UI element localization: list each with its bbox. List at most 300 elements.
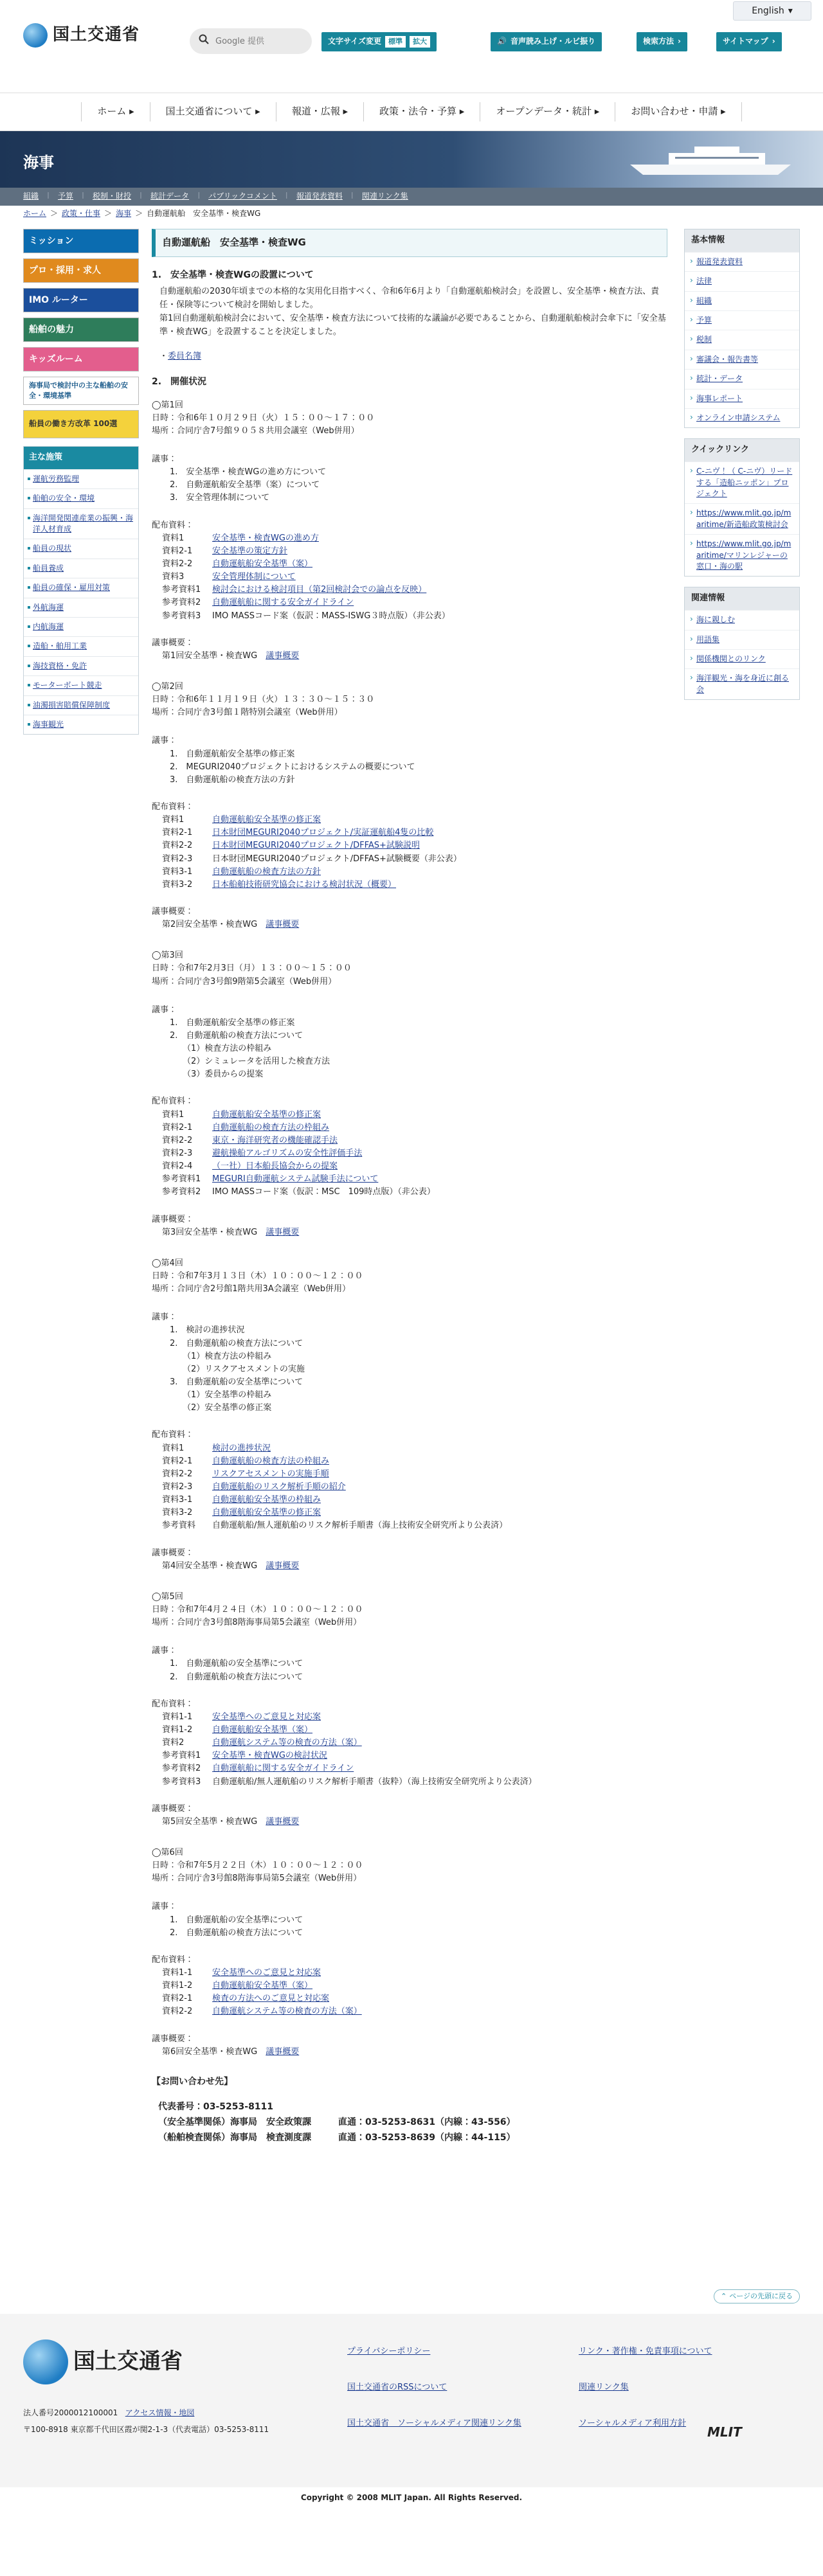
material-id: 資料2-3 [162, 1482, 193, 1492]
material-link[interactable]: 自動運航船安全基準の修正案 [212, 1508, 321, 1518]
separator-icon: ＞ [104, 209, 113, 219]
material-id: 資料2-1 [162, 546, 193, 556]
main-content [152, 229, 667, 2145]
contact-details [158, 2100, 667, 2145]
material-id: 資料1 [162, 815, 185, 825]
contact-title: 【お問い合わせ先】 [152, 2076, 233, 2087]
page-title: 自動運航船 安全基準・検査WG [152, 229, 667, 257]
agenda-item: 1. 安全基準・検査WGの進め方について [170, 467, 327, 478]
meeting-list [152, 399, 667, 2059]
material-id: 資料3 [162, 572, 185, 582]
footer-link-copyright[interactable]: リンク・著作権・免責事項について [579, 2347, 712, 2356]
banner-mission[interactable]: ミッション [23, 229, 139, 253]
breadcrumb-current: 自動運航船 安全基準・検査WG [147, 209, 261, 219]
footer-link-privacy[interactable]: プライバシーポリシー [347, 2347, 431, 2356]
summary-text: 第2回安全基準・検査WG [162, 920, 266, 930]
banner-safety-standards[interactable]: 海事局で検討中の主な船舶の安全・環境基準 [23, 377, 139, 405]
footer-link-social-policy[interactable]: ソーシャルメディア利用方針 [579, 2419, 687, 2428]
agenda-subitem: （1）検査方法の枠組み [183, 1044, 272, 1054]
material-text: 自動運航船/無人運航船のリスク解析手順書（海上技術安全研究所より公表済） [212, 1521, 508, 1531]
agenda [152, 1901, 667, 1939]
summary-text: 第3回安全基準・検査WG [162, 1227, 266, 1237]
separator-icon: ｜ [45, 192, 52, 200]
policy-nav [23, 446, 139, 735]
material-link[interactable]: 検討会における検討項目（第2回検討会での論点を反映） [212, 585, 427, 595]
meeting-date: 日時：令和6年１０月２９日（火）１５：００～１７：００ [152, 413, 375, 423]
footer-link-related[interactable]: 関連リンク集 [579, 2383, 629, 2392]
subnav-item-public-comment[interactable]: パブリックコメント [208, 192, 277, 201]
left-nav-item[interactable]: 海洋開発関連産業の振興・海洋人材育成 [24, 508, 138, 539]
right-nav-item[interactable]: › オンライン申請システム [685, 408, 799, 427]
materials-label: 配布資料： [152, 520, 194, 530]
agenda-list [170, 1017, 667, 1042]
material-link[interactable]: 自動運航船安全基準の修正案 [212, 1109, 321, 1120]
material-id: 参考資料3 [162, 1776, 201, 1787]
right-nav-item[interactable]: › 報道発表資料 [685, 252, 799, 271]
material-link[interactable]: 自動運航船の検査方法の方針 [212, 866, 321, 877]
material-id: 資料1-1 [162, 1967, 193, 1978]
search-input[interactable] [215, 37, 293, 46]
footer-logo[interactable] [23, 2339, 183, 2384]
material-row [162, 1724, 667, 1737]
footer-link-social[interactable]: 国土交通省 ソーシャルメディア関連リンク集 [347, 2419, 521, 2428]
speaker-icon: 🔊 [497, 37, 507, 46]
separator-icon: ｜ [283, 192, 290, 200]
right-nav-item[interactable]: › 法律 [685, 271, 799, 291]
agenda-label: 議事： [152, 1005, 177, 1015]
agenda-list [170, 1914, 667, 1940]
material-link[interactable]: 安全基準・検査WGの検討状況 [212, 1751, 327, 1761]
material-row [162, 1507, 667, 1519]
material-row [162, 1519, 667, 1532]
chevron-down-icon: ▾ [788, 5, 793, 16]
left-nav-item[interactable]: 油濁損害賠償保障制度 [24, 695, 138, 715]
summary-link[interactable]: 議事概要 [266, 920, 300, 930]
member-list-link[interactable]: 委員名簿 [168, 352, 202, 362]
subnav-item-organization[interactable]: 組織 [23, 192, 39, 201]
agenda-label: 議事： [152, 1646, 177, 1656]
corp-number: 法人番号2000012100001 [23, 2408, 118, 2417]
material-link[interactable]: 自動運航船に関する安全ガイドライン [212, 598, 354, 608]
material-row [162, 879, 667, 891]
left-nav-item[interactable]: 海事観光 [24, 715, 138, 734]
quick-link-item[interactable]: › https://www.mlit.go.jp/maritime/新造船政策検討会 [685, 503, 799, 534]
page-top-button[interactable] [714, 2289, 800, 2303]
contact-rep: 代表番号：03-5253-8111 [158, 2102, 274, 2113]
speech-label: 音声読み上げ・ルビ振り [510, 37, 595, 46]
agenda-item: 1. 検討の進捗状況 [170, 1325, 245, 1336]
material-id: 資料3-1 [162, 1495, 193, 1505]
agenda-subitem: （1）検査方法の枠組み [183, 1351, 272, 1361]
materials [152, 1095, 667, 1199]
meeting-title: ◯第2回 [152, 681, 183, 692]
material-id: 参考資料1 [162, 1751, 201, 1761]
agenda-item: 3. 安全管理体制について [170, 493, 270, 503]
agenda-item: 3. 自動運航船の検査方法の方針 [170, 774, 295, 785]
material-id: 資料2-3 [162, 1149, 193, 1159]
agenda-item: 2. 自動運航船の検査方法について [170, 1928, 303, 1938]
meeting-date: 日時：令和6年１１月１９日（火）１３：３０～１５：３０ [152, 695, 375, 705]
material-link[interactable]: 東京・海洋研究者の機能確認手法 [212, 1135, 338, 1145]
material-id: 資料2-1 [162, 1994, 193, 2004]
material-link[interactable]: 自動運航船安全基準の枠組み [212, 1495, 321, 1505]
language-selector[interactable] [733, 1, 811, 21]
material-link[interactable]: 自動運航船安全基準（案） [212, 1724, 313, 1735]
material-link[interactable]: 自動運航船安全基準の修正案 [212, 815, 321, 825]
summary-label: 議事概要： [152, 1548, 194, 1558]
agenda-item: 2. 自動運航船の検査方法について [170, 1338, 303, 1348]
gnav-item-label: 国土交通省について [165, 105, 253, 118]
materials-label: 配布資料： [152, 801, 194, 812]
arrow-up-icon: ⌃ [721, 2292, 727, 2301]
basic-info-title: 基本情報 [685, 229, 799, 252]
material-id: 資料1-2 [162, 1724, 193, 1735]
material-link[interactable]: 安全基準・検査WGの進め方 [212, 533, 319, 543]
material-row [162, 1776, 667, 1789]
material-row [162, 866, 667, 879]
separator-icon: ｜ [195, 192, 203, 200]
material-link[interactable]: 検討の進捗状況 [212, 1443, 271, 1453]
material-row [162, 1455, 667, 1468]
material-id: 参考資料 [162, 1521, 196, 1531]
summary-link[interactable]: 議事概要 [266, 1227, 300, 1237]
material-id: 参考資料2 [162, 598, 201, 608]
meeting-date: 日時：令和7年2月3日（月）１３：００～１５：００ [152, 963, 352, 974]
top-bar [0, 0, 823, 23]
agenda-label: 議事： [152, 1902, 177, 1912]
materials-label: 配布資料： [152, 1954, 194, 1965]
banner-title: 海事 [23, 154, 54, 172]
meeting-date: 日時：令和7年5月２２日（木）１０：００～１２：００ [152, 1861, 363, 1871]
right-nav-item[interactable]: › 組織 [685, 291, 799, 310]
material-link[interactable]: 自動運航船に関する安全ガイドライン [212, 1764, 354, 1774]
summary [152, 1547, 667, 1573]
material-link[interactable]: （一社）日本船長協会からの提案 [212, 1161, 338, 1172]
material-row [162, 545, 667, 558]
material-id: 資料2-3 [162, 854, 193, 864]
material-row [162, 814, 667, 827]
footer-link-rss[interactable]: 国土交通省のRSSについて [347, 2383, 448, 2392]
material-id: 資料2-2 [162, 841, 193, 851]
left-nav-item[interactable]: モーターボート競走 [24, 675, 138, 695]
material-row [162, 1160, 667, 1173]
summary [152, 2033, 667, 2059]
agenda [152, 1311, 667, 1415]
meeting-block [152, 681, 667, 931]
material-id: 資料1 [162, 533, 185, 543]
related-info-box [684, 587, 800, 700]
left-nav-item[interactable]: 船員の現状 [24, 539, 138, 558]
agenda [152, 1645, 667, 1683]
summary-row [162, 2046, 667, 2059]
page-top-label: ページの先頭に戻る [729, 2292, 793, 2301]
summary-text: 第1回安全基準・検査WG [162, 650, 266, 661]
gnav-item-press[interactable]: 報道・広報 ▸ [276, 102, 363, 121]
quick-link-item[interactable]: › https://www.mlit.go.jp/maritime/マリンレジャーの窓口・海の駅 [685, 534, 799, 576]
material-row [162, 1980, 667, 1992]
contact-line: （船舶検査関係）海事局 検査測度課 直通：03-5253-8639（内線：44-115） [158, 2132, 516, 2143]
summary-link[interactable]: 議事概要 [266, 650, 300, 661]
agenda-item: 1. 自動運航船安全基準の修正案 [170, 1017, 295, 1028]
gnav-item-contact[interactable]: お問い合わせ・申請 ▸ [615, 102, 741, 121]
meeting-title: ◯第1回 [152, 400, 183, 410]
left-nav-item[interactable]: 船員の確保・雇用対策 [24, 578, 138, 597]
agenda-subitem: （2）安全基準の修正案 [183, 1403, 272, 1413]
site-logo[interactable] [23, 23, 140, 48]
subnav-item-budget[interactable]: 予算 [58, 192, 74, 201]
material-id: 資料2-2 [162, 1469, 193, 1479]
subnav-item-stats[interactable]: 統計データ [150, 192, 190, 201]
meeting-date: 日時：令和7年4月２４日（木）１０：００～１２：００ [152, 1604, 363, 1614]
footer-site-name: 国土交通省 [73, 2348, 183, 2375]
subnav-item-tax[interactable]: 税制・財投 [93, 192, 132, 201]
material-row [162, 1481, 667, 1494]
contact-line: （安全基準関係）海事局 安全政策課 直通：03-5253-8631（内線：43-556） [158, 2116, 516, 2127]
copyright: Copyright © 2008 MLIT Japan. All Rights Reserved. [300, 2493, 523, 2502]
banner-crew-reform[interactable]: 船員の働き方改革 100選 [23, 410, 139, 438]
meeting-title: ◯第6回 [152, 1847, 183, 1857]
material-id: 資料1 [162, 1109, 185, 1120]
related-info-title: 関連情報 [685, 587, 799, 610]
related-link-item[interactable]: › 用語集 [685, 630, 799, 649]
agenda-subitem: （1）安全基準の枠組み [183, 1390, 272, 1400]
material-id: 資料2-1 [162, 1122, 193, 1132]
breadcrumb-policy[interactable]: 政策・仕事 [62, 209, 101, 219]
material-row [162, 558, 667, 571]
left-nav-item[interactable]: 海技資格・免許 [24, 656, 138, 675]
material-link[interactable]: 自動運航船安全基準（案） [212, 1981, 313, 1991]
agenda-label: 議事： [152, 736, 177, 746]
section-meetings [152, 375, 667, 388]
material-row [162, 610, 667, 623]
speech-button[interactable] [491, 32, 602, 51]
sub-nav [0, 188, 823, 206]
gnav-item-policy[interactable]: 政策・法令・予算 ▸ [363, 102, 480, 121]
material-link[interactable]: 日本財団MEGURI2040プロジェクト/DFFAS+試験説明 [212, 841, 420, 851]
agenda-item: 1. 自動運航船の安全基準について [170, 1915, 303, 1925]
agenda-item: 2. 自動運航船の検査方法について [170, 1030, 303, 1041]
paragraph: 自動運航船の2030年頃までの本格的な実用化目指すべく、令和6年6月より「自動運航船検討会」を設置し、安全基準・検査方法、責任・保険等について検討を開始しました。 [159, 287, 660, 310]
quick-link-item[interactable]: › C-ニヴ！（ C-ニヴ）リードする「造船ニッポン」プロジェクト [685, 461, 799, 503]
material-text: 日本財団MEGURI2040プロジェクト/DFFAS+試験概要（非公表） [212, 854, 462, 864]
agenda-list [170, 1658, 667, 1683]
material-link[interactable]: 安全基準の策定方針 [212, 546, 288, 556]
logo-mark-icon [23, 2339, 68, 2384]
left-nav-item[interactable]: 外航海運 [24, 598, 138, 617]
right-nav-item[interactable]: › 統計・データ [685, 369, 799, 388]
text-size-label: 文字サイズ変更 [328, 37, 382, 46]
basic-info-box [684, 229, 800, 428]
agenda-list [170, 1376, 667, 1389]
meeting-place: 場所：合同庁舎3号館8階海事局第5会議室（Web併用） [152, 1618, 362, 1628]
right-sidebar [684, 229, 800, 710]
left-nav-item[interactable]: 運航労務監理 [24, 469, 138, 488]
section-heading: 2. 開催状況 [152, 377, 207, 388]
summary-label: 議事概要： [152, 638, 194, 648]
summary-link[interactable]: 議事概要 [266, 2046, 300, 2057]
material-row [162, 827, 667, 839]
material-link[interactable]: 日本財団MEGURI2040プロジェクト/実証運航船4隻の比較 [212, 828, 434, 838]
material-id: 参考資料2 [162, 1764, 201, 1774]
summary-row [162, 918, 667, 931]
gnav-item-opendata[interactable]: オープンデータ・統計 ▸ [480, 102, 615, 121]
agenda-subitem: （3）委員からの提案 [183, 1069, 264, 1080]
agenda [152, 1004, 667, 1082]
agenda-list [170, 1324, 667, 1350]
separator-icon: ｜ [348, 192, 356, 200]
material-id: 参考資料3 [162, 611, 201, 621]
site-footer [0, 2314, 823, 2487]
materials [152, 519, 667, 623]
material-link[interactable]: 自動運航船安全基準（案） [212, 559, 313, 569]
paragraph: 第1回自動運航船検討会において、安全基準・検査方法について技術的な議論が必要であることから、自動運航船検討会傘下に「安全基準・検査WG」を設置することを決定しました。 [159, 313, 666, 337]
summary [152, 1213, 667, 1239]
meeting-title: ◯第4回 [152, 1258, 183, 1268]
meeting-title: ◯第5回 [152, 1591, 183, 1602]
left-nav-item[interactable]: 船舶の安全・環境 [24, 488, 138, 508]
related-link-item[interactable]: › 海に親しむ [685, 610, 799, 629]
breadcrumb-maritime[interactable]: 海事 [116, 209, 132, 219]
banner-kids[interactable]: キッズルーム [23, 347, 139, 371]
search-help-button[interactable] [637, 32, 687, 51]
breadcrumb-home[interactable]: ホーム [23, 209, 47, 219]
site-header [0, 23, 823, 68]
agenda [152, 453, 667, 505]
subnav-item-links[interactable]: 関連リンク集 [361, 192, 408, 201]
summary-row [162, 1226, 667, 1239]
summary-text: 第4回安全基準・検査WG [162, 1561, 266, 1571]
arrow-right-icon: › [678, 37, 681, 46]
material-link[interactable]: 安全基準へのご意見と対応案 [212, 1967, 321, 1978]
material-id: 資料2 [162, 1738, 185, 1748]
banner-recruit[interactable]: プロ・採用・求人 [23, 258, 139, 283]
agenda-item: 2. 自動運航船の検査方法について [170, 1672, 303, 1682]
materials [152, 1429, 667, 1532]
materials-label: 配布資料： [152, 1430, 194, 1440]
material-link[interactable]: 自動運航船の検査方法の枠組み [212, 1122, 330, 1132]
material-link[interactable]: 安全基準へのご意見と対応案 [212, 1712, 321, 1722]
meeting-block [152, 949, 667, 1239]
summary-label: 議事概要： [152, 1803, 194, 1814]
search-icon[interactable] [199, 34, 209, 48]
material-id: 資料2-2 [162, 559, 193, 569]
material-row [162, 1967, 667, 1980]
related-link-item[interactable]: › 関係機関とのリンク [685, 649, 799, 668]
text-size-large-button[interactable]: 拡大 [410, 36, 430, 48]
arrow-right-icon: › [772, 37, 775, 46]
left-nav-item[interactable]: 船員養成 [24, 559, 138, 578]
material-link[interactable]: 日本船舶技術研究協会における検討状況（概要） [212, 879, 397, 890]
section-banner [0, 131, 823, 188]
material-id: 参考資料1 [162, 585, 201, 595]
right-nav-item[interactable]: › 海事レポート [685, 389, 799, 408]
meeting-place: 場所：合同庁舎3号館8階海事局第5会議室（Web併用） [152, 1874, 362, 1884]
materials-label: 配布資料： [152, 1096, 194, 1107]
material-row [162, 1494, 667, 1507]
material-link[interactable]: MEGURI自動運航システム試験手法について [212, 1174, 379, 1185]
material-row [162, 1749, 667, 1762]
right-nav-item[interactable]: › 税制 [685, 330, 799, 349]
material-link[interactable]: 自動運航船の検査方法の枠組み [212, 1456, 330, 1466]
agenda-item: 3. 自動運航船の安全基準について [170, 1377, 303, 1388]
material-row [162, 1762, 667, 1775]
gnav-item-home[interactable]: ホーム ▸ [81, 102, 149, 121]
materials [152, 801, 667, 891]
material-link[interactable]: 安全管理体制について [212, 572, 296, 582]
search-box [190, 28, 312, 54]
material-row [162, 1468, 667, 1481]
material-row [162, 1147, 667, 1160]
left-nav-item[interactable]: 内航海運 [24, 617, 138, 636]
breadcrumb [0, 206, 823, 222]
meeting-title: ◯第3回 [152, 951, 183, 961]
separator-icon: ｜ [138, 192, 145, 200]
access-link[interactable]: アクセス情報・地図 [125, 2408, 195, 2417]
text-size-control [321, 32, 437, 51]
search-help-label: 検索方法 [643, 37, 674, 46]
gnav-item-label: オープンデータ・統計 [496, 105, 592, 118]
material-link[interactable]: 検査の方法へのご意見と対応案 [212, 1994, 330, 2004]
left-nav-item[interactable]: 造船・舶用工業 [24, 636, 138, 656]
summary-link[interactable]: 議事概要 [266, 1561, 300, 1571]
gnav-item-label: 報道・広報 [291, 105, 340, 118]
material-id: 資料1-1 [162, 1712, 193, 1722]
material-row [162, 1134, 667, 1147]
material-id: 資料1-2 [162, 1981, 193, 1991]
material-id: 参考資料2 [162, 1187, 201, 1197]
material-text: 自動運航船/無人運航船のリスク解析手順書（抜粋）（海上技術安全研究所より公表済） [212, 1776, 537, 1787]
text-size-standard-button[interactable]: 標準 [385, 36, 406, 48]
agenda-item: 1. 自動運航船の安全基準について [170, 1659, 303, 1669]
material-row [162, 596, 667, 609]
summary-text: 第6回安全基準・検査WG [162, 2046, 266, 2057]
materials [152, 1954, 667, 2019]
sitemap-button[interactable] [716, 32, 782, 51]
material-row [162, 2005, 667, 2018]
sitemap-label: サイトマップ [723, 37, 768, 46]
material-row [162, 1122, 667, 1134]
material-id: 資料3-2 [162, 879, 193, 890]
material-text: IMO MASSコード案（仮訳：MASS-ISWG３時点版）（非公表） [212, 611, 450, 621]
gnav-item-label: お問い合わせ・申請 [631, 105, 718, 118]
subnav-item-press[interactable]: 報道発表資料 [296, 192, 343, 201]
material-link[interactable]: リスクアセスメントの実施手順 [212, 1469, 329, 1479]
material-id: 資料2-4 [162, 1161, 193, 1172]
material-row [162, 1711, 667, 1724]
agenda-label: 議事： [152, 454, 177, 464]
banner-imo[interactable]: IMO ルーター [23, 288, 139, 312]
meeting-date: 日時：令和7年3月１３日（木）１０：００～１２：００ [152, 1271, 363, 1282]
gnav-item-about[interactable]: 国土交通省について ▸ [150, 102, 276, 121]
right-nav-item[interactable]: › 審議会・報告書等 [685, 350, 799, 369]
material-link[interactable]: 自動運航システム等の検査の方法（案） [212, 1738, 362, 1748]
related-link-item[interactable]: › 海洋観光・海を身近に創る会 [685, 668, 799, 699]
material-id: 資料2-1 [162, 828, 193, 838]
material-link[interactable]: 避航操船アルゴリズムの安全性評価手法 [212, 1149, 363, 1159]
agenda-label: 議事： [152, 1312, 177, 1323]
summary-link[interactable]: 議事概要 [266, 1816, 300, 1827]
material-row [162, 1109, 667, 1122]
material-row [162, 584, 667, 596]
corp-info [23, 2408, 194, 2419]
summary-text: 第5回安全基準・検査WG [162, 1816, 266, 1827]
material-link[interactable]: 自動運航船のリスク解析手順の紹介 [212, 1482, 346, 1492]
material-link[interactable]: 自動運航システム等の検査の方法（案） [212, 2007, 362, 2017]
material-row [162, 571, 667, 584]
right-nav-item[interactable]: › 予算 [685, 310, 799, 330]
banner-ship-appeal[interactable]: 船舶の魅力 [23, 318, 139, 342]
footer-address: 〒100-8918 東京都千代田区霞が関2-1-3（代表電話）03-5253-8111 [23, 2425, 269, 2434]
